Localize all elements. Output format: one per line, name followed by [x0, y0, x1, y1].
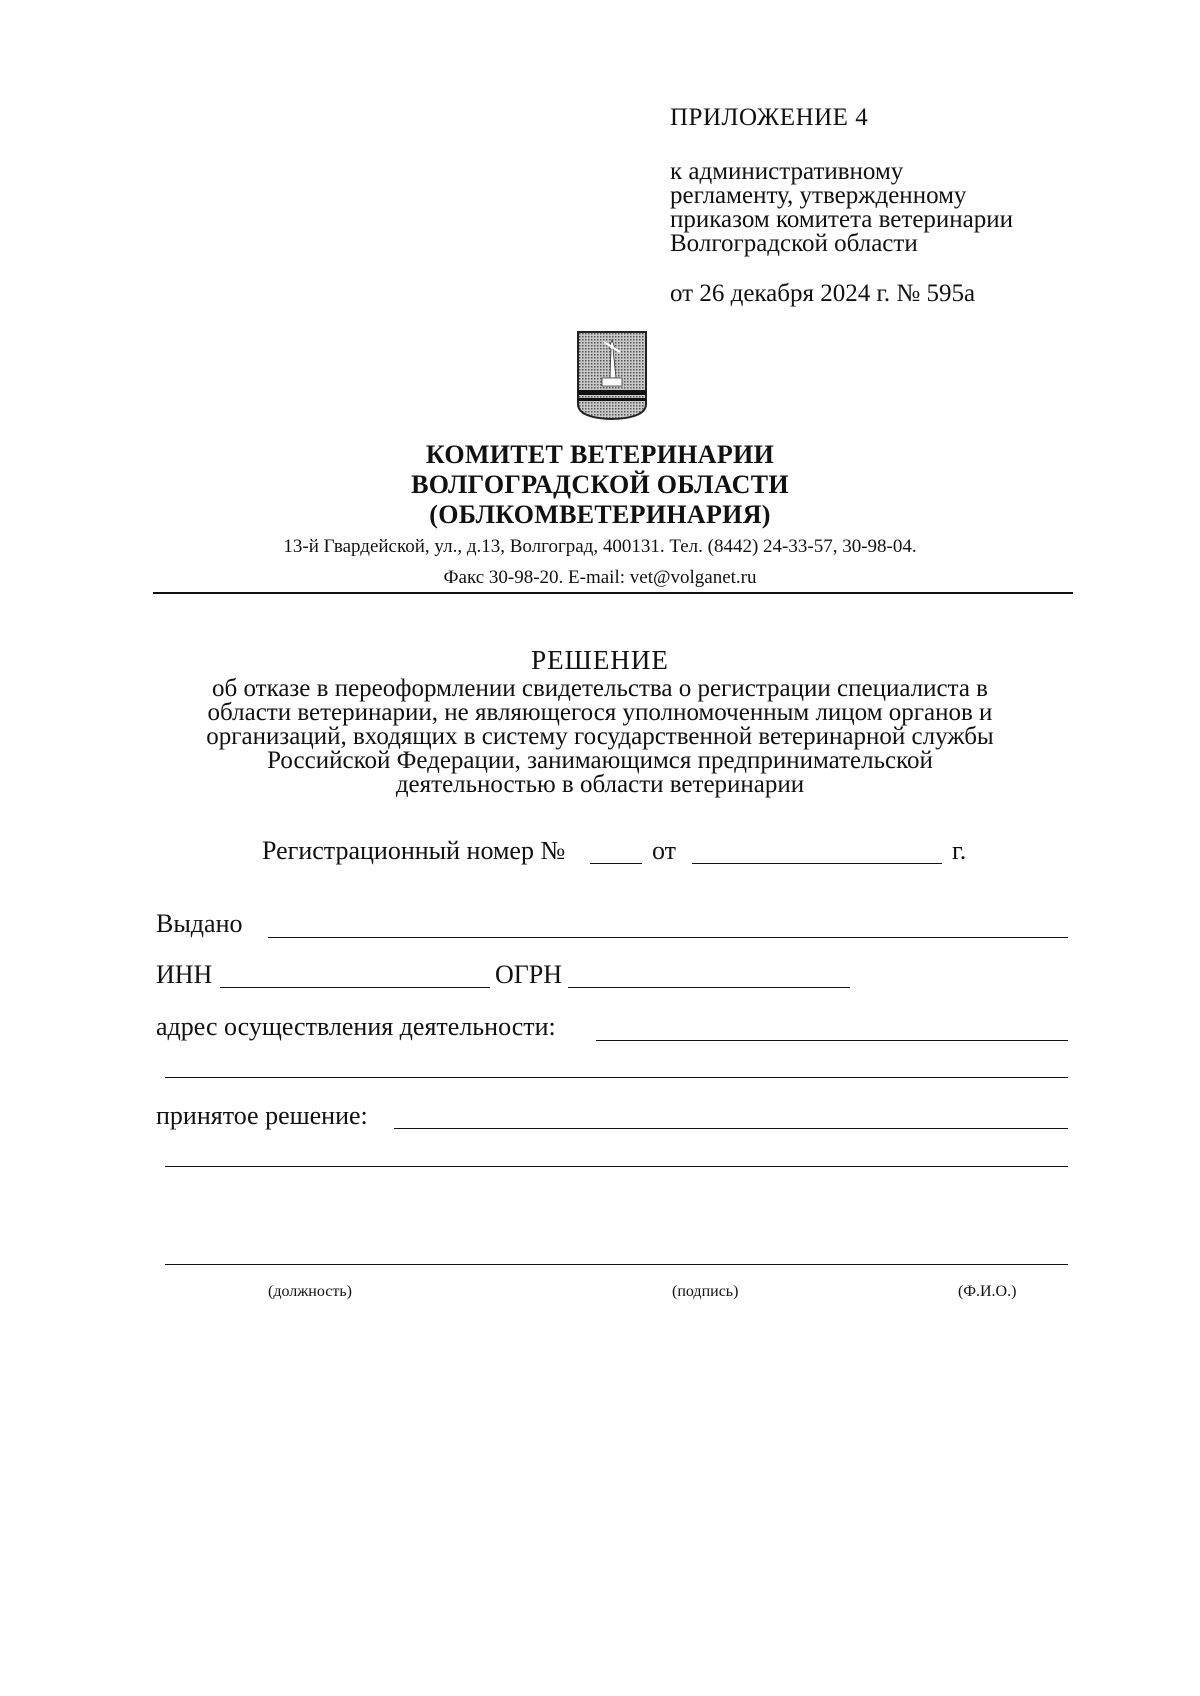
- inn-field[interactable]: [220, 987, 490, 988]
- org-name-line-2: ВОЛГОГРАДСКОЙ ОБЛАСТИ: [411, 470, 789, 499]
- annex-line-4: Волгоградской области: [670, 230, 918, 257]
- decision-subtitle-line-4: Российской Федерации, занимающимся предпринимательской: [267, 747, 933, 774]
- decision-taken-field[interactable]: [394, 1128, 1068, 1129]
- annex-title: ПРИЛОЖЕНИЕ 4: [670, 104, 869, 131]
- activity-address-field[interactable]: [596, 1040, 1068, 1041]
- org-address: 13-й Гвардейской, ул., д.13, Волгоград, 400131. Тел. (8442) 24-33-57, 30-98-04.: [283, 536, 917, 557]
- decision-subtitle-line-1: об отказе в переоформлении свидетельства о регистрации специалиста в: [212, 675, 988, 702]
- activity-address-label: адрес осуществления деятельности:: [156, 1012, 556, 1041]
- decision-taken-label: принятое решение:: [156, 1101, 368, 1130]
- activity-address-field-line-2[interactable]: [165, 1077, 1068, 1078]
- header-divider: [153, 592, 1073, 594]
- org-fax-email: Факс 30-98-20. E-mail: vet@volganet.ru: [443, 567, 757, 588]
- annex-line-2: регламенту, утвержденному: [670, 182, 967, 209]
- coat-of-arms-icon: [576, 330, 648, 420]
- org-name-line-1: КОМИТЕТ ВЕТЕРИНАРИИ: [425, 440, 775, 469]
- decision-subtitle-line-5: деятельностью в области ветеринарии: [395, 771, 805, 798]
- reg-number-field[interactable]: [590, 863, 642, 864]
- decision-subtitle-line-2: области ветеринарии, не являющегося уполномоченным лицом органов и: [207, 699, 993, 726]
- decision-title: РЕШЕНИЕ: [531, 645, 669, 675]
- annex-line-1: к административному: [670, 158, 904, 185]
- inn-label: ИНН: [156, 960, 213, 989]
- position-caption: (должность): [268, 1283, 352, 1300]
- fullname-caption: (Ф.И.О.): [958, 1283, 1017, 1300]
- reg-number-label: Регистрационный номер №: [262, 836, 566, 865]
- reg-from-label: от: [652, 836, 677, 865]
- signature-caption: (подпись): [672, 1283, 739, 1300]
- signature-line[interactable]: [165, 1264, 1068, 1265]
- ogrn-label: ОГРН: [495, 960, 563, 989]
- issued-field[interactable]: [268, 937, 1068, 938]
- issued-label: Выдано: [156, 909, 243, 938]
- decision-subtitle-line-3: организаций, входящих в систему государственной ветеринарной службы: [206, 723, 994, 750]
- reg-year-suffix: г.: [952, 836, 967, 865]
- reg-date-field[interactable]: [692, 863, 942, 864]
- ogrn-field[interactable]: [568, 987, 850, 988]
- annex-line-3: приказом комитета ветеринарии: [670, 206, 1014, 233]
- decision-taken-field-line-2[interactable]: [165, 1166, 1068, 1167]
- org-name-line-3: (ОБЛКОМВЕТЕРИНАРИЯ): [429, 500, 771, 529]
- annex-date: от 26 декабря 2024 г. № 595а: [670, 280, 976, 307]
